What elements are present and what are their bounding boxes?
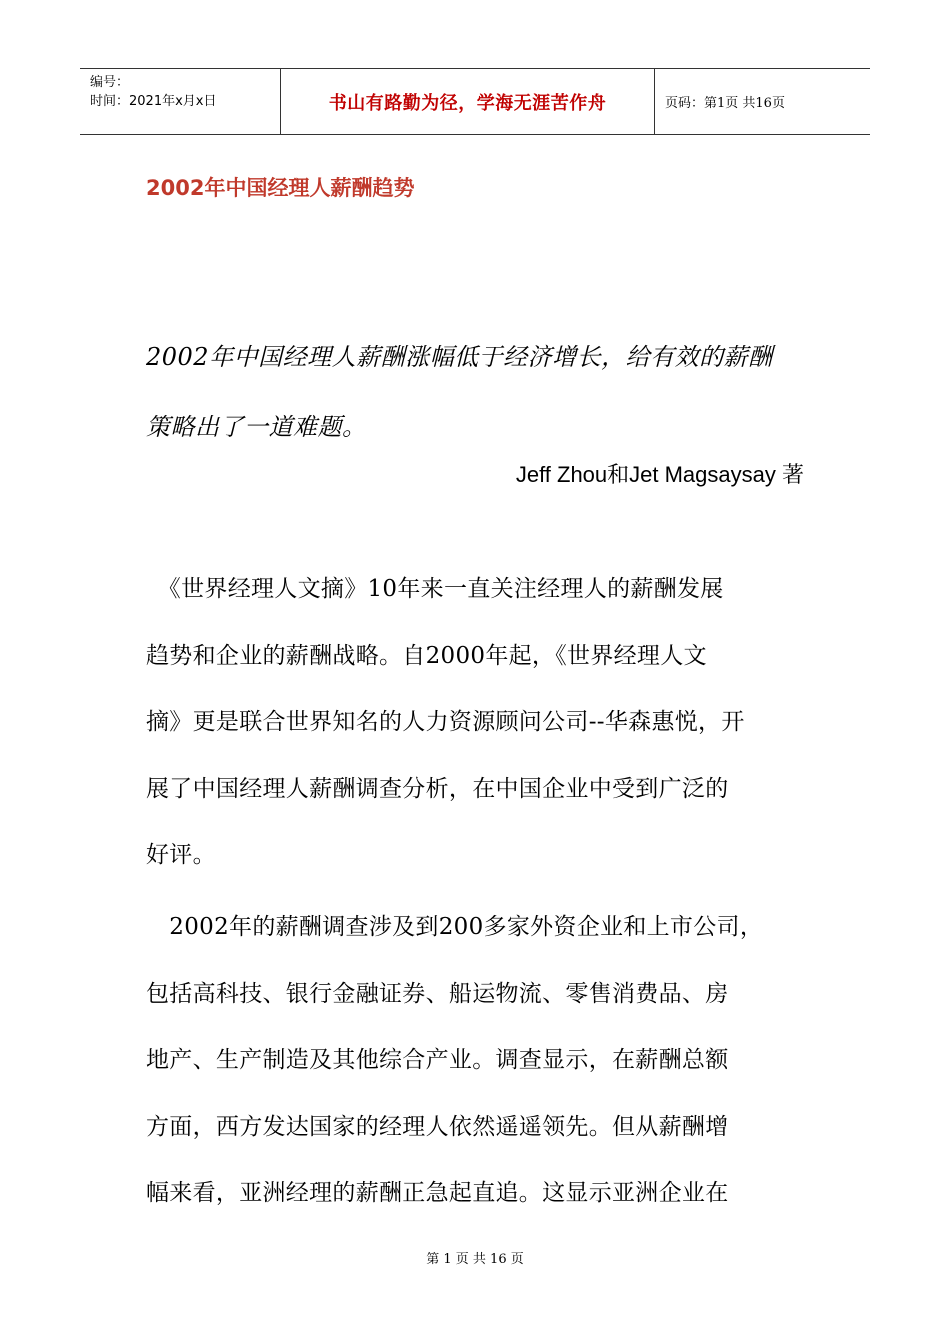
header-meta-cell <box>80 69 281 134</box>
header-motto-cell <box>281 69 655 134</box>
subtitle-line: 2002年中国经理人薪酬涨幅低于经济增长，给有效的薪酬 <box>146 343 773 371</box>
paragraph-line: 趋势和企业的薪酬战略。自2000年起，《世界经理人文 <box>146 642 707 669</box>
paragraph-line: 摘》更是联合世界知名的人力资源顾问公司--华森惠悦，开 <box>146 709 745 735</box>
author-byline: Jeff Zhou和Jet Magsaysay 著 <box>515 462 804 487</box>
header-motto: 书山有路勤为径，学海无涯苦作舟 <box>328 92 607 114</box>
paragraph-line: 方面，西方发达国家的经理人依然遥遥领先。但从薪酬增 <box>146 1113 729 1140</box>
header-page-info: 页码：第1页 共16页 <box>665 96 785 111</box>
document-header <box>80 68 870 135</box>
paragraph-line: 好评。 <box>146 842 216 868</box>
paragraph-line: 展了中国经理人薪酬调查分析，在中国企业中受到广泛的 <box>146 775 729 802</box>
paragraph-line: 幅来看，亚洲经理的薪酬正急起直追。这显示亚洲企业在 <box>146 1180 729 1206</box>
document-title: 2002年中国经理人薪酬趋势 <box>146 176 415 200</box>
subtitle-line: 策略出了一道难题。 <box>146 413 367 441</box>
paragraph-line: 地产、生产制造及其他综合产业。调查显示，在薪酬总额 <box>146 1047 729 1073</box>
paragraph-line: 2002年的薪酬调查涉及到200多家外资企业和上市公司， <box>146 914 764 940</box>
paragraph-line: 《世界经理人文摘》10年来一直关注经理人的薪酬发展 <box>146 576 724 602</box>
paragraph-1 <box>146 556 816 889</box>
doc-number-label: 编号： <box>90 75 130 90</box>
header-page-cell <box>655 69 870 134</box>
document-subtitle <box>146 322 816 462</box>
paragraph-line: 包括高科技、银行金融证券、船运物流、零售消费品、房 <box>146 980 729 1007</box>
page-footer: 第 1 页 共 16 页 <box>426 1252 524 1267</box>
paragraph-2 <box>146 894 816 1227</box>
doc-date-label: 时间：2021年x月x日 <box>90 94 217 109</box>
